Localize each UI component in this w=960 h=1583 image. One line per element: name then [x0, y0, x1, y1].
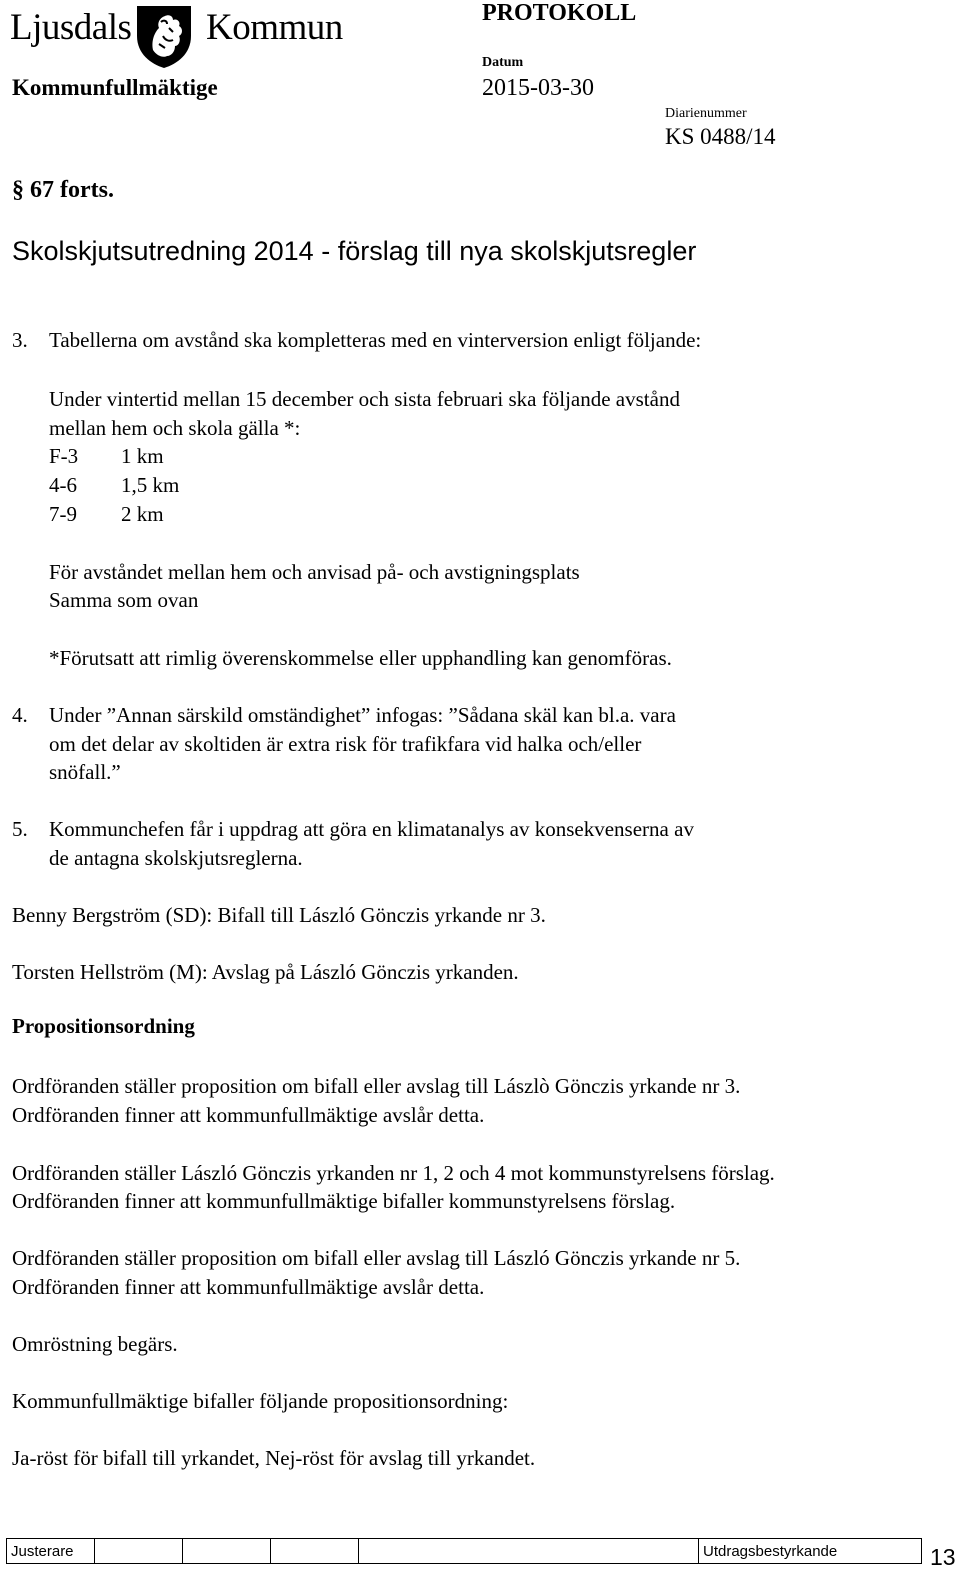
distance-grade: 7-9 [49, 502, 77, 526]
proposition-line: Ordföranden ställer proposition om bifall eller avslag till Lászlò Gönczis yrkande nr 3. [12, 1074, 741, 1098]
item-number: 5. [12, 817, 28, 841]
distance-km: 1 km [121, 444, 164, 468]
item-number: 3. [12, 328, 28, 352]
paragraph-line: Ja-röst för bifall till yrkandet, Nej-röst för avslag till yrkandet. [12, 1446, 536, 1470]
proposition-line: Ordföranden finner att kommunfullmäktige avslår detta. [12, 1103, 485, 1127]
item-text: om det delar av skoltiden är extra risk för trafikfara vid halka och/eller [49, 732, 642, 756]
diary-number-value: KS 0488/14 [665, 124, 776, 149]
paragraph-line: Kommunfullmäktige bifaller följande propositionsordning: [12, 1389, 509, 1413]
distance-grade: 4-6 [49, 473, 77, 497]
item-text: Tabellerna om avstånd ska kompletteras med en vinterversion enligt följande: [49, 328, 702, 352]
proposition-line: Ordföranden ställer László Gönczis yrkanden nr 1, 2 och 4 mot kommunstyrelsens förslag. [12, 1161, 775, 1185]
paragraph-line: För avståndet mellan hem och anvisad på- och avstigningsplats [49, 560, 580, 584]
proposition-line: Ordföranden finner att kommunfullmäktige avslår detta. [12, 1275, 485, 1299]
date-value: 2015-03-30 [482, 75, 594, 101]
proposition-line: Ordföranden ställer proposition om bifall eller avslag till László Gönczis yrkande nr 5. [12, 1246, 741, 1270]
footnote: *Förutsatt att rimlig överenskommelse eller upphandling kan genomföras. [49, 646, 672, 670]
logo-text-kommun: Kommun [206, 7, 343, 48]
distance-km: 2 km [121, 502, 164, 526]
logo-text-ljusdals: Ljusdals [10, 7, 132, 48]
proposition-line: Ordföranden finner att kommunfullmäktige bifaller kommunstyrelsens förslag. [12, 1189, 676, 1213]
paragraph-line: Omröstning begärs. [12, 1332, 178, 1356]
item-text: Under ”Annan särskild omständighet” infogas: ”Sådana skäl kan bl.a. vara [49, 703, 676, 727]
item-text: Kommunchefen får i uppdrag att göra en klimatanalys av konsekvenserna av [49, 817, 694, 841]
statement: Torsten Hellström (M): Avslag på László Gönczis yrkanden. [12, 960, 519, 984]
distance-grade: F-3 [49, 444, 79, 468]
decision-body: Kommunfullmäktige [12, 75, 218, 100]
signature-box [94, 1539, 182, 1563]
diary-number-label: Diarienummer [665, 106, 747, 121]
item-number: 4. [12, 703, 28, 727]
date-label: Datum [482, 55, 524, 70]
paragraph-line: Under vintertid mellan 15 december och sista februari ska följande avstånd [49, 387, 680, 411]
section-title: Skolskjutsutredning 2014 - förslag till nya skolskjutsregler [12, 236, 697, 266]
paragraph-line: Samma som ovan [49, 588, 199, 612]
section-number: § 67 forts. [12, 177, 114, 203]
subheading: Propositionsordning [12, 1014, 195, 1038]
signature-box [358, 1539, 698, 1563]
item-text: snöfall.” [49, 760, 121, 784]
signature-box [270, 1539, 358, 1563]
utdragsbestyrkande-label: Utdragsbestyrkande [698, 1539, 922, 1563]
distance-km: 1,5 km [121, 473, 180, 497]
page-number: 13 [930, 1544, 956, 1570]
document-type: PROTOKOLL [482, 0, 637, 26]
justerare-label: Justerare [6, 1539, 94, 1563]
signature-box [182, 1539, 270, 1563]
signature-footer [6, 1538, 922, 1564]
paragraph-line: mellan hem och skola gälla *: [49, 416, 301, 440]
statement: Benny Bergström (SD): Bifall till László Gönczis yrkande nr 3. [12, 903, 546, 927]
municipal-crest-icon [133, 2, 195, 70]
item-text: de antagna skolskjutsreglerna. [49, 846, 303, 870]
